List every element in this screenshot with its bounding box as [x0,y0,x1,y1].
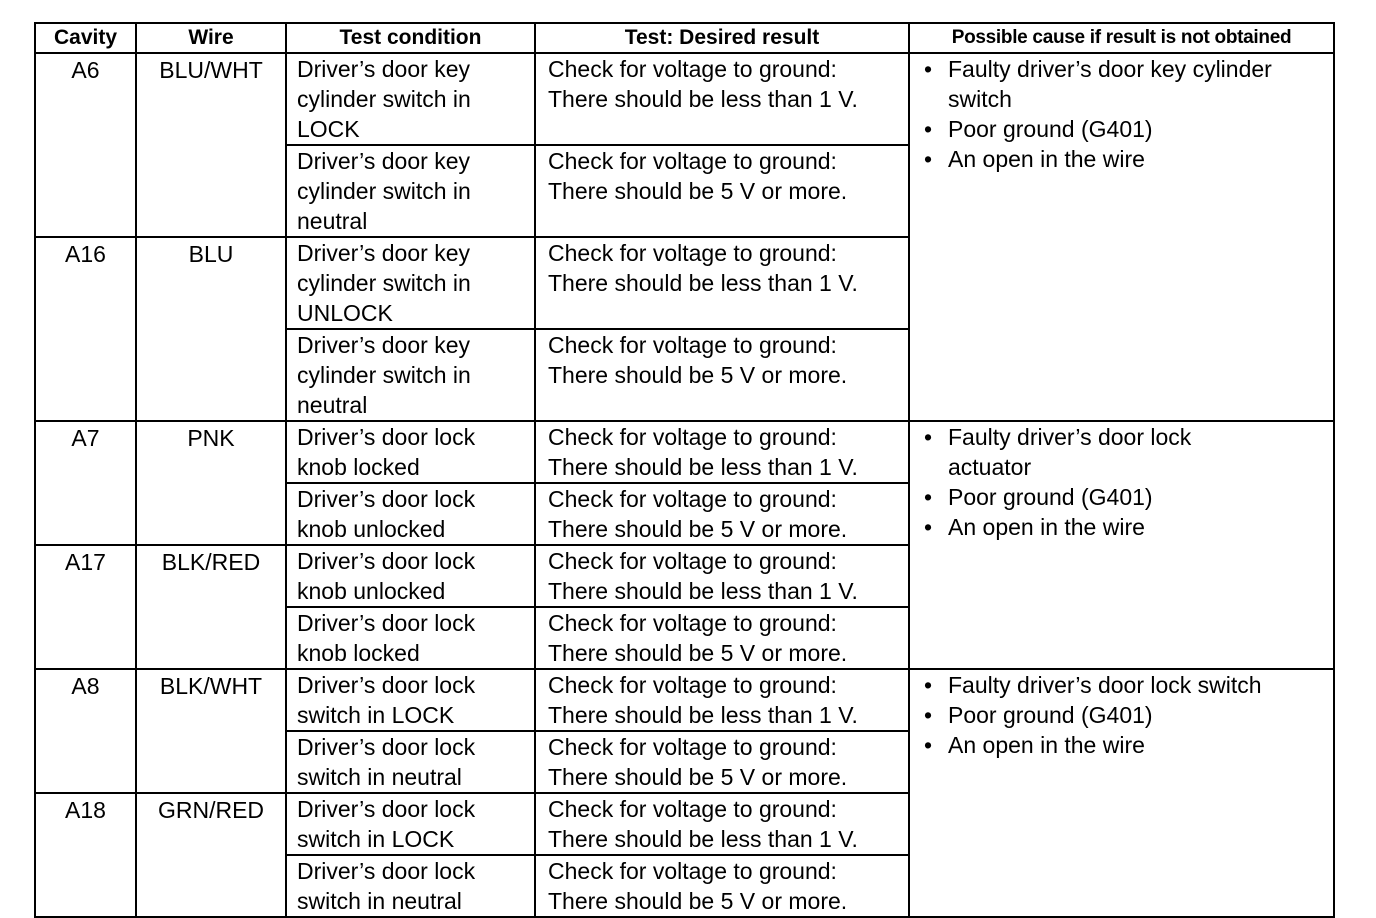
result-line: Check for voltage to ground: [548,424,837,450]
result-line: Check for voltage to ground: [548,734,837,760]
condition-cell [286,731,535,793]
result-cell [535,483,909,545]
condition-line: Driver’s door lock [297,734,476,760]
result-cell [535,731,909,793]
result-cell [535,793,909,855]
result-line: There should be less than 1 V. [548,826,858,852]
result-cell [535,53,909,145]
table-row [35,669,1334,731]
result-line: There should be 5 V or more. [548,764,848,790]
bullet-icon: • [924,484,933,510]
result-line: There should be less than 1 V. [548,578,858,604]
result-cell [535,855,909,917]
condition-line: knob locked [297,640,420,666]
result-line: There should be 5 V or more. [548,888,848,914]
result-line: There should be 5 V or more. [548,362,848,388]
result-line: Check for voltage to ground: [548,796,837,822]
result-line: There should be less than 1 V. [548,86,858,112]
result-cell [535,669,909,731]
condition-cell [286,421,535,483]
bullet-icon: • [924,672,933,698]
cavity-cell: A8 [35,669,136,793]
condition-line: cylinder switch in [297,362,471,388]
bullet-icon: • [924,56,933,82]
diagnostic-table [34,22,1335,918]
condition-line: Driver’s door lock [297,548,476,574]
cause-item: • Faulty driver’s door key cylinder switch [924,56,1272,112]
cause-cell [909,421,1334,669]
condition-cell [286,545,535,607]
condition-line: switch in neutral [297,888,462,914]
wire-cell: GRN/RED [136,793,286,917]
table-row [35,53,1334,145]
result-cell [535,607,909,669]
result-line: Check for voltage to ground: [548,486,837,512]
result-line: Check for voltage to ground: [548,672,837,698]
bullet-icon: • [924,146,933,172]
result-cell [535,237,909,329]
condition-line: cylinder switch in [297,178,471,204]
cavity-cell: A16 [35,237,136,421]
condition-line: cylinder switch in [297,86,471,112]
cause-cell [909,53,1334,421]
condition-line: cylinder switch in [297,270,471,296]
result-line: Check for voltage to ground: [548,56,837,82]
result-cell [535,421,909,483]
cause-item: • Poor ground (G401) [924,702,1153,728]
cause-cell [909,669,1334,917]
condition-cell [286,145,535,237]
result-line: There should be 5 V or more. [548,178,848,204]
condition-line: neutral [297,208,368,234]
table-row [35,421,1334,483]
wire-cell: PNK [136,421,286,545]
condition-line: Driver’s door key [297,240,470,266]
cavity-cell: A7 [35,421,136,545]
condition-line: Driver’s door lock [297,796,476,822]
condition-line: switch in LOCK [297,702,455,728]
condition-cell [286,669,535,731]
condition-cell [286,855,535,917]
result-cell [535,545,909,607]
cause-item: • Faulty driver’s door lock switch [924,672,1262,698]
condition-line: knob locked [297,454,420,480]
condition-line: Driver’s door lock [297,610,476,636]
wire-cell: BLU [136,237,286,421]
result-line: Check for voltage to ground: [548,332,837,358]
bullet-icon: • [924,116,933,142]
result-cell [535,145,909,237]
cause-item: • Faulty driver’s door lock actuator [924,424,1192,480]
result-line: There should be 5 V or more. [548,516,848,542]
header-possible-cause: Possible cause if result is not obtained [909,23,1334,53]
condition-cell [286,483,535,545]
wire-cell: BLK/RED [136,545,286,669]
cause-item: • Poor ground (G401) [924,116,1153,142]
bullet-icon: • [924,424,933,450]
header-test-condition: Test condition [286,23,535,53]
wire-cell: BLK/WHT [136,669,286,793]
condition-line: switch in neutral [297,764,462,790]
condition-line: Driver’s door key [297,148,470,174]
result-line: Check for voltage to ground: [548,148,837,174]
condition-cell [286,793,535,855]
condition-line: UNLOCK [297,300,393,326]
condition-cell [286,607,535,669]
header-desired-result: Test: Desired result [535,23,909,53]
result-line: There should be less than 1 V. [548,270,858,296]
bullet-icon: • [924,702,933,728]
condition-line: Driver’s door lock [297,424,476,450]
result-line: There should be 5 V or more. [548,640,848,666]
condition-cell [286,329,535,421]
result-line: There should be less than 1 V. [548,454,858,480]
condition-line: LOCK [297,116,360,142]
cause-item: • Poor ground (G401) [924,484,1153,510]
bullet-icon: • [924,514,933,540]
condition-line: knob unlocked [297,516,446,542]
header-cavity: Cavity [35,23,136,53]
cause-item: • An open in the wire [924,732,1145,758]
header-row [35,23,1334,53]
result-line: Check for voltage to ground: [548,240,837,266]
condition-line: switch in LOCK [297,826,455,852]
condition-line: Driver’s door lock [297,486,476,512]
result-line: There should be less than 1 V. [548,702,858,728]
result-line: Check for voltage to ground: [548,858,837,884]
cause-item: • An open in the wire [924,514,1145,540]
result-line: Check for voltage to ground: [548,610,837,636]
bullet-icon: • [924,732,933,758]
wire-cell: BLU/WHT [136,53,286,237]
condition-line: Driver’s door lock [297,858,476,884]
cavity-cell: A6 [35,53,136,237]
condition-line: Driver’s door key [297,332,470,358]
condition-line: Driver’s door lock [297,672,476,698]
result-cell [535,329,909,421]
result-line: Check for voltage to ground: [548,548,837,574]
condition-line: neutral [297,392,368,418]
cavity-cell: A17 [35,545,136,669]
condition-line: knob unlocked [297,578,446,604]
condition-line: Driver’s door key [297,56,470,82]
cavity-cell: A18 [35,793,136,917]
condition-cell [286,237,535,329]
cause-item: • An open in the wire [924,146,1145,172]
condition-cell [286,53,535,145]
header-wire: Wire [136,23,286,53]
